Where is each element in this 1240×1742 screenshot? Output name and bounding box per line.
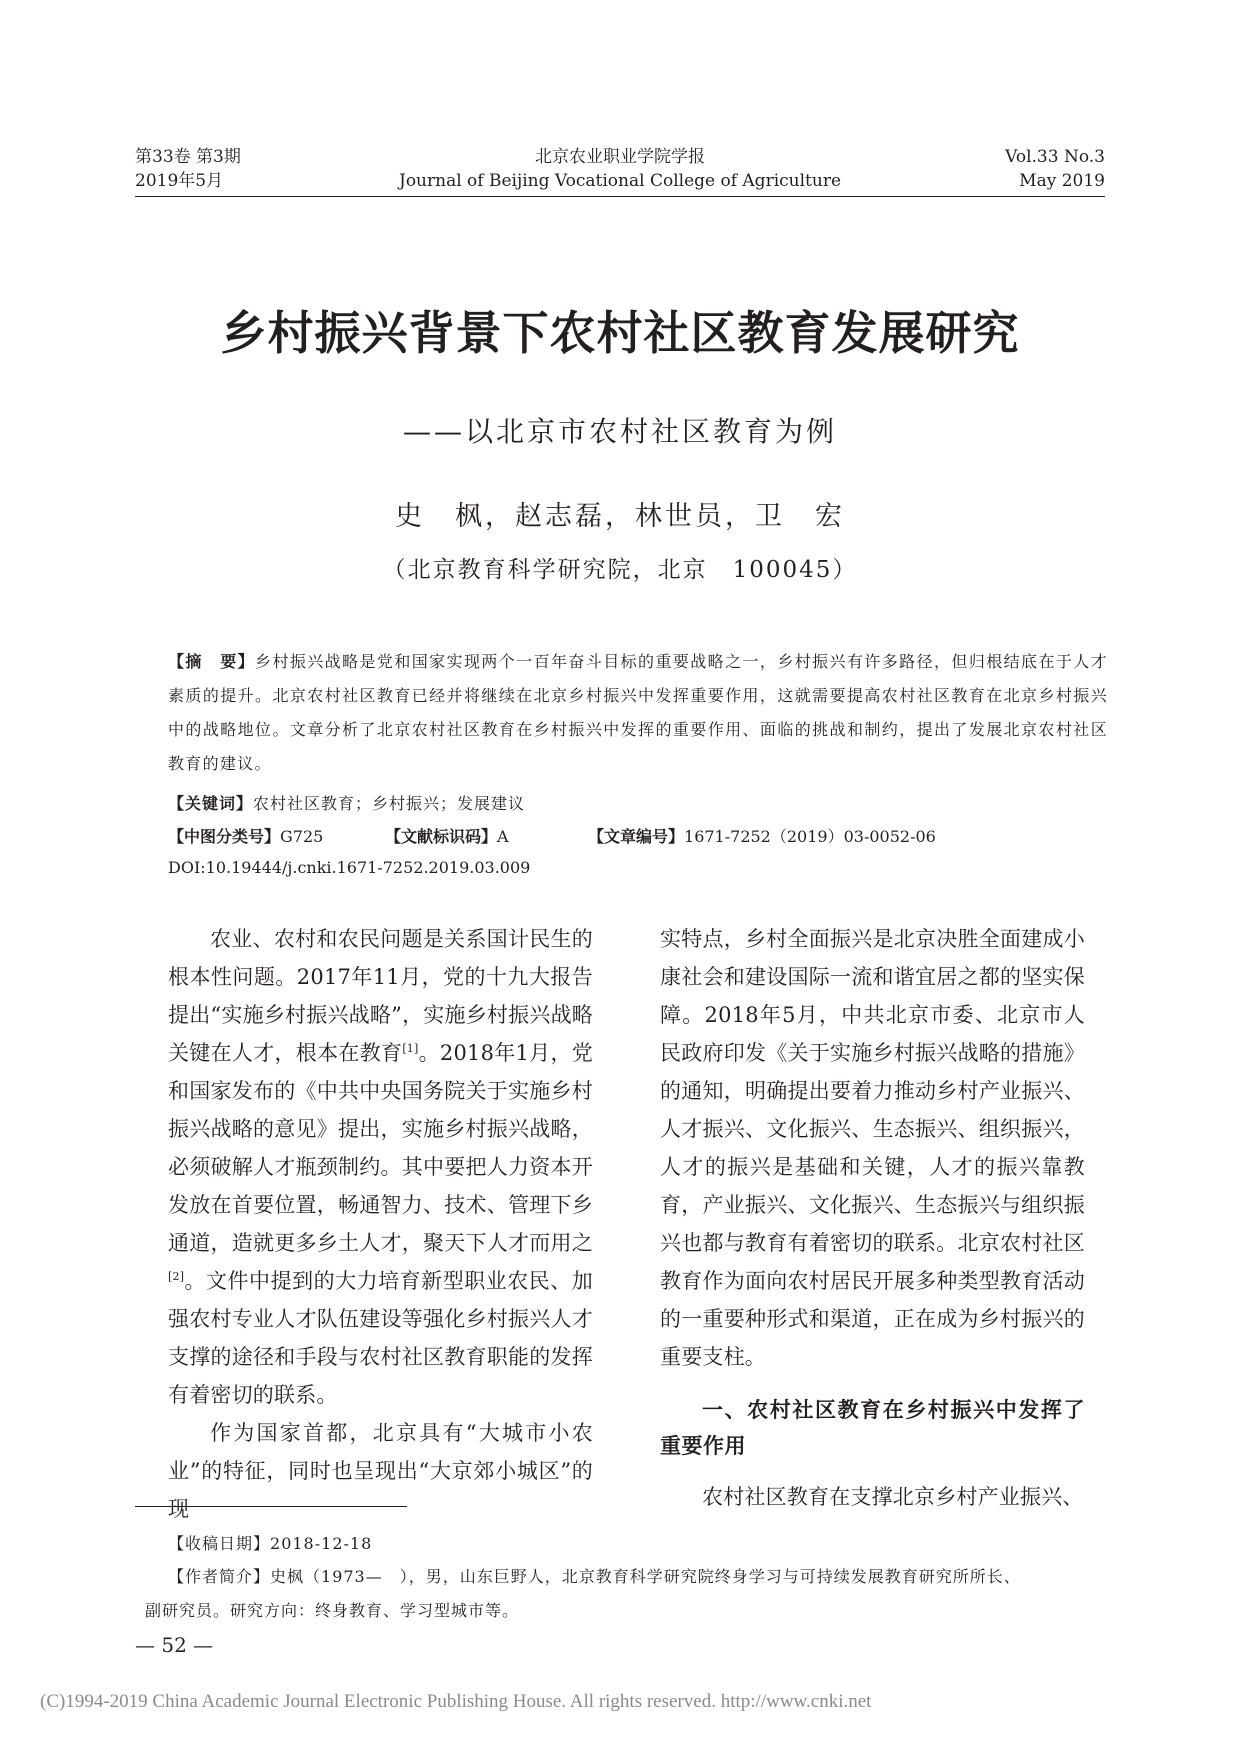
paragraph: 实特点，乡村全面振兴是北京决胜全面建成小康社会和建设国际一流和谐宜居之都的坚实保障。2018年5月，中共北京市委、北京市人民政府印发《关于实施乡村振兴战略的措施》的通知，明确提出要着力推动乡村产业振兴、人才振兴、文化振兴、生态振兴、组织振兴，人才的振兴是基础和关键，人才的振兴靠教育，产业振兴、文化振兴、生态振兴与组织振兴也都与教育有着密切的联系。北京农村社区教育作为面向农村居民开展多种类型教育活动的一重要种形式和渠道，正在成为乡村振兴的重要支柱。 — [660, 927, 1085, 1369]
citation-ref-2: [2] — [168, 1270, 185, 1283]
copyright-notice: (C)1994-2019 China Academic Journal Electronic Publishing House. All rights reserved. http://www.cnki.net — [40, 1691, 872, 1712]
clc-code: 【中图分类号】G725 — [168, 827, 324, 846]
paragraph: 农村社区教育在支撑北京乡村产业振兴、 — [702, 1485, 1084, 1509]
footnote-rule — [135, 1506, 407, 1507]
keywords — [168, 789, 525, 819]
date-cn: 2019年5月 — [135, 171, 224, 191]
vol-no: Vol.33 No.3 — [1005, 147, 1105, 167]
affiliation: （北京教育科学研究院，北京 100045） — [382, 557, 858, 583]
received-date: 2018-12-18 — [270, 1534, 373, 1553]
author-bio-text-cont: 副研究员。研究方向：终身教育、学习型城市等。 — [145, 1601, 520, 1620]
page-number: — 52 — — [135, 1633, 214, 1657]
header-rule — [135, 196, 1105, 197]
body-column-left — [168, 920, 593, 1528]
section-heading: 一、农村社区教育在乡村振兴中发挥了重要作用 — [660, 1398, 1085, 1458]
date-en: May 2019 — [1019, 171, 1105, 191]
article-title: 乡村振兴背景下农村社区教育发展研究 — [220, 306, 1020, 360]
article-subtitle: ——以北京市农村社区教育为例 — [402, 415, 837, 448]
paragraph: 作为国家首都，北京具有“大城市小农业”的特征，同时也呈现出“大京郊小城区”的现 — [168, 1421, 593, 1521]
footnote-author — [145, 1560, 1128, 1628]
citation-ref-1: [1] — [402, 1042, 419, 1055]
author-bio-label: 【作者简介】 — [168, 1567, 271, 1586]
keywords-label: 【关键词】 — [168, 794, 254, 813]
paragraph: 农业、农村和农民问题是关系国计民生的根本性问题。2017年11月，党的十九大报告提出“实施乡村振兴战略”，实施乡村振兴战略关键在人才，根本在教育[1]。2018年1月，党和国家发布的《中共中央国务院关于实施乡村振兴战略的意见》提出，实施乡村振兴战略，必须破解人才瓶颈制约。其中要把人力资本开发放在首要位置，畅通智力、技术、管理下乡通道，造就更多乡土人才，聚天下人才而用之[2]。文件中提到的大力培育新型职业农民、加强农村专业人才队伍建设等强化乡村振兴人才支撑的途径和手段与农村社区教育职能的发挥有着密切的联系。 — [168, 927, 594, 1407]
keywords-text: 农村社区教育；乡村振兴；发展建议 — [253, 794, 526, 813]
journal-title-cn: 北京农业职业学院学报 — [535, 147, 705, 167]
volume-issue: 第33卷 第3期 — [135, 147, 241, 167]
journal-title-en: Journal of Beijing Vocational College of Agriculture — [399, 171, 841, 191]
body-column-right — [660, 920, 1085, 1516]
article-id: 【文章编号】1671-7252（2019）03-0052-06 — [588, 827, 936, 846]
abstract — [168, 645, 1108, 781]
received-label: 【收稿日期】 — [168, 1534, 271, 1553]
document-code: 【文献标识码】A — [385, 827, 509, 846]
abstract-label: 【摘 要】 — [168, 652, 256, 671]
doi: DOI:10.19444/j.cnki.1671-7252.2019.03.009 — [168, 858, 531, 877]
abstract-text: 乡村振兴战略是党和国家实现两个一百年奋斗目标的重要战略之一，乡村振兴有许多路径，但归根结底在于人才素质的提升。北京农村社区教育已经并将继续在北京乡村振兴中发挥重要作用，这就需要提高农村社区教育在北京乡村振兴中的战略地位。文章分析了北京农村社区教育在乡村振兴中发挥的重要作用、面临的挑战和制约，提出了发展北京农村社区教育的建议。 — [168, 652, 1108, 773]
author-bio-text: 史枫（1973— ），男，山东巨野人，北京教育科学研究院终身学习与可持续发展教育研究所所长、 — [270, 1567, 1021, 1586]
authors: 史 枫，赵志磊，林世员，卫 宏 — [395, 501, 845, 532]
header-right — [1005, 145, 1105, 193]
footnote-received — [168, 1527, 1128, 1561]
